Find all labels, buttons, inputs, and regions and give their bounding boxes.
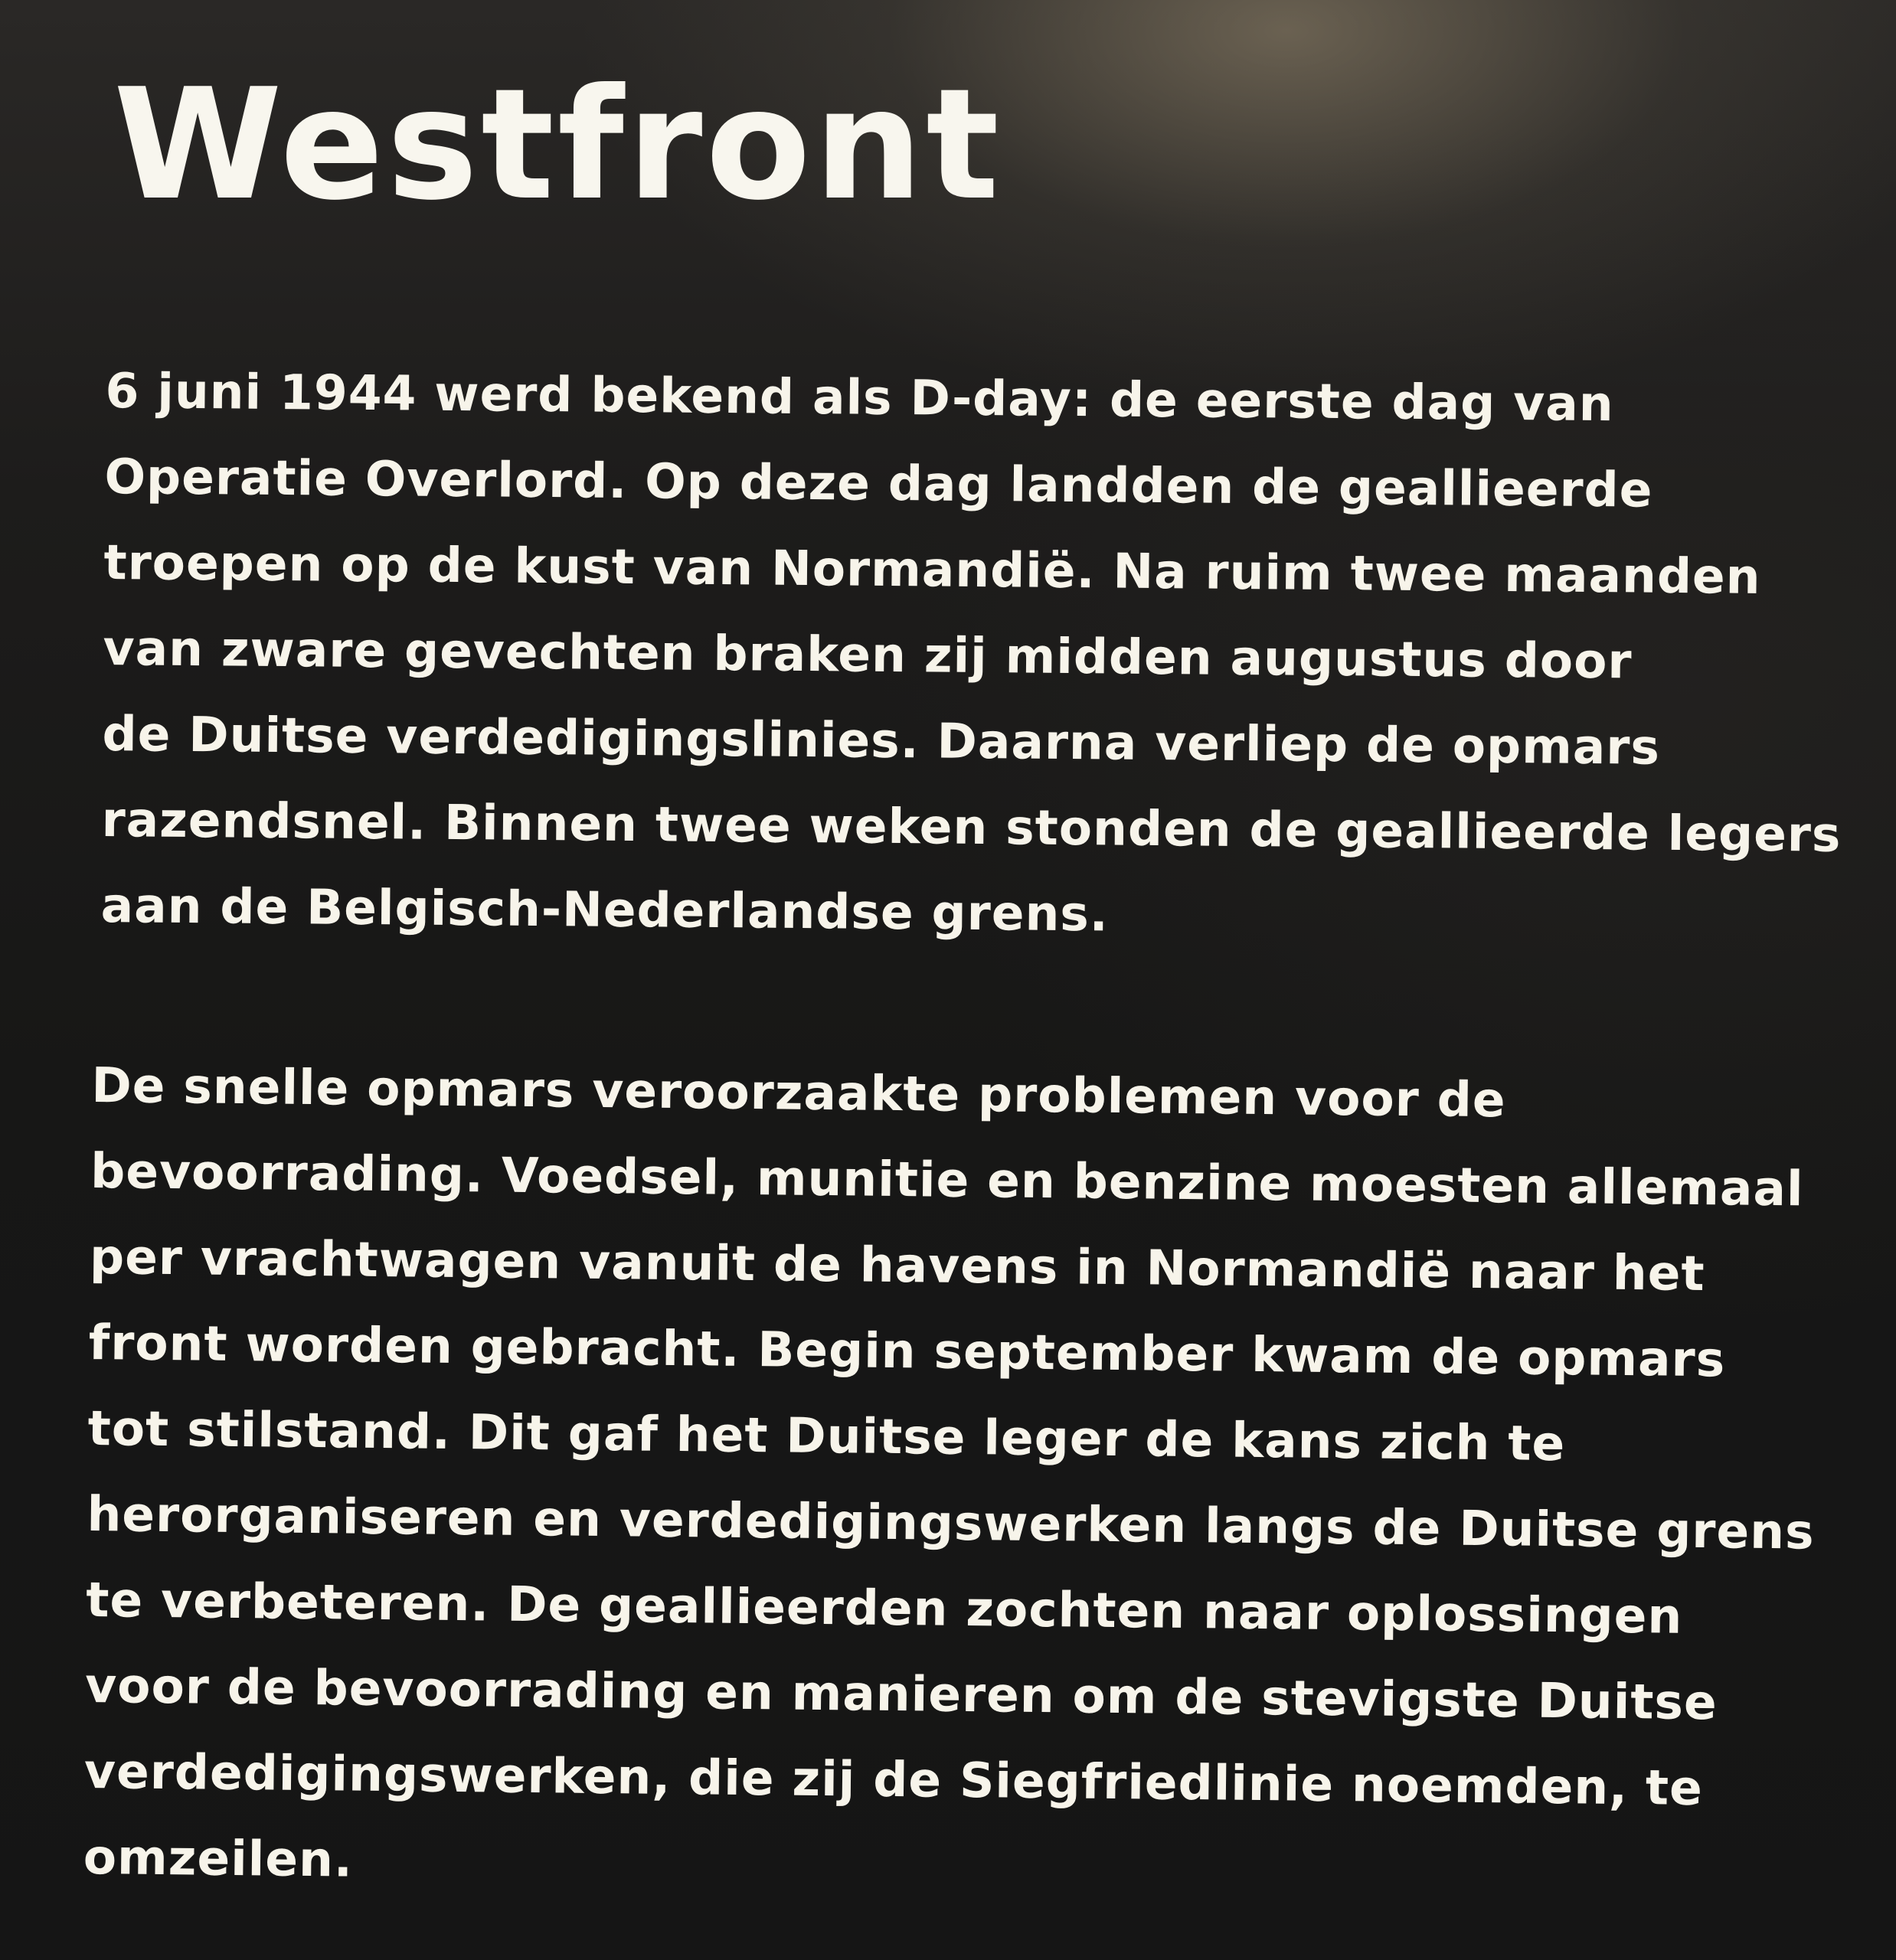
paragraph-line: van zware gevechten braken zij midden augustus door bbox=[103, 619, 1633, 690]
paragraph-d-day bbox=[100, 348, 1845, 964]
paragraph-line: razendsnel. Binnen twee weken stonden de geallieerde legers bbox=[101, 791, 1842, 863]
paragraph-line: per vrachtwagen vanuit de havens in Normandië naar het bbox=[89, 1228, 1705, 1302]
paragraph-line: te verbeteren. De geallieerden zochten naar oplossingen bbox=[85, 1571, 1683, 1645]
paragraph-line: 6 juni 1944 werd bekend als D-day: de eerste dag van bbox=[105, 362, 1614, 433]
paragraph-line: front worden gebracht. Begin september kwam de opmars bbox=[88, 1314, 1726, 1388]
paragraph-line: tot stilstand. Dit gaf het Duitse leger de kans zich te bbox=[87, 1400, 1566, 1472]
paragraph-line: Operatie Overlord. Op deze dag landden de geallieerde bbox=[104, 448, 1653, 518]
paragraph-line: omzeilen. bbox=[83, 1828, 354, 1888]
paragraph-line: bevoorrading. Voedsel, munitie en benzine moesten allemaal bbox=[90, 1142, 1804, 1217]
paragraph-line: de Duitse verdedigingslinies. Daarna verliep de opmars bbox=[102, 705, 1661, 776]
paragraph-line: De snelle opmars veroorzaakte problemen voor de bbox=[91, 1057, 1506, 1129]
panel-title: Westfront bbox=[113, 56, 1002, 234]
paragraph-line: aan de Belgisch-Nederlandse grens. bbox=[100, 877, 1110, 942]
paragraph-line: herorganiseren en verdedigingswerken langs de Duitse grens bbox=[87, 1485, 1815, 1560]
paragraph-line: verdedigingswerken, die zij de Siegfriedlinie noemden, te bbox=[83, 1743, 1704, 1817]
paragraph-supply-problems bbox=[83, 1043, 1819, 1919]
paragraph-line: voor de bevoorrading en manieren om de stevigste Duitse bbox=[84, 1657, 1718, 1731]
paragraph-line: troepen op de kust van Normandië. Na ruim twee maanden bbox=[103, 534, 1761, 605]
